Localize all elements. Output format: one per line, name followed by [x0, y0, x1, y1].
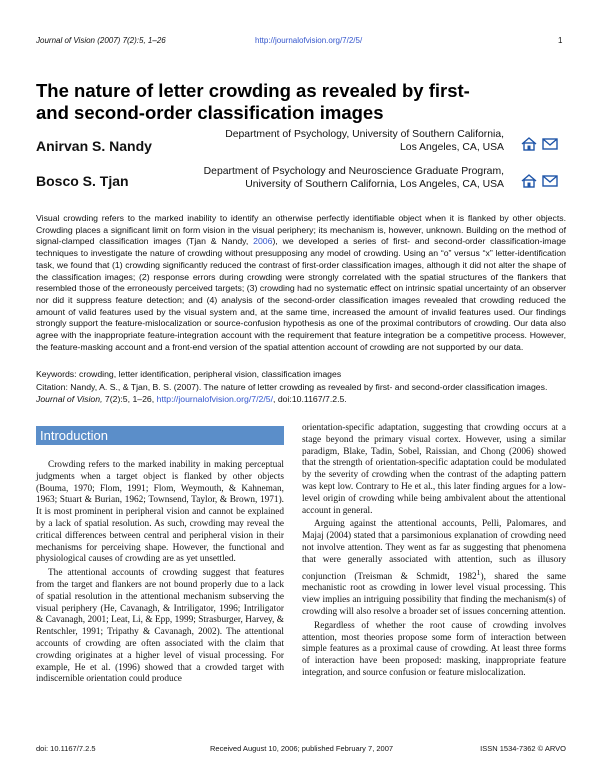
footer-doi: doi: 10.1167/7.2.5	[36, 744, 96, 753]
citation-link[interactable]: 1996	[219, 603, 238, 614]
footnote-marker[interactable]: 1	[476, 567, 481, 577]
text: Crowding refers to the marked inability in making perceptual judgments when a target object is flanked by other objects (Bouma,	[36, 460, 284, 494]
home-icon[interactable]	[521, 137, 537, 151]
author-1-icons	[521, 137, 558, 151]
article-title: The nature of letter crowding as revealed by first- and second-order classification images	[36, 80, 470, 123]
citation-link[interactable]: 1996	[118, 662, 137, 673]
page-number: 1	[558, 36, 563, 45]
abstract-citation-link[interactable]: 2006	[253, 236, 273, 247]
author-name-1: Anirvan S. Nandy	[36, 138, 152, 154]
text: ; Intriligator & Cavanagh,	[36, 603, 284, 626]
author-2-icons	[521, 174, 558, 188]
left-column	[36, 460, 284, 686]
citation-journal: Journal of Vision,	[36, 393, 103, 404]
affiliation-line: University of Southern California, Los Angeles, CA, USA	[245, 179, 504, 190]
author-affiliation-1	[144, 128, 504, 154]
text: ), shared the same mechanistic root as crowding in lower level visual processing. This view implies an intriguing possibility that finding the mechanism(s) of crowding will also resolve a broader set of issues concerning attention.	[302, 571, 566, 618]
citation-link[interactable]: 2006	[512, 446, 531, 457]
affiliation-line: Department of Psychology, University of Southern California,	[225, 129, 504, 140]
text: ) showed that a crowded target with indiscernible orientation could produce	[36, 662, 284, 685]
paragraph	[302, 423, 566, 517]
email-icon[interactable]	[542, 137, 558, 151]
author-name-2: Bosco S. Tjan	[36, 173, 129, 189]
citation-issue: (2):5, 1–26,	[109, 393, 157, 404]
paragraph	[36, 568, 284, 686]
text: ; Flom,	[92, 483, 128, 494]
abstract-text: Visual crowding refers to the marked inability to identify an otherwise perfectly identifiable object when it is flanked by other objects. Crowding places a significant limit on form vision in the visual periphery; its mechanism is, however, unknown. Building on the method of signal-clamped classification images (Tjan & Nandy,	[36, 213, 566, 247]
citation-link[interactable]: 2004	[329, 531, 349, 542]
paragraph	[302, 519, 566, 618]
text: ). It is most prominent in peripheral vision and cannot be explained by a lack of spatial resolution. As such, crowding may reveal the critical differences between central and peripheral vision in their mechanisms for perceiving shape. However, the functional and physiological causes of crowding are as yet unsettled.	[36, 495, 284, 565]
citation-link[interactable]: 1999	[174, 615, 194, 626]
abstract	[36, 213, 566, 353]
citation-link[interactable]: 1962	[124, 495, 144, 506]
affiliation-line: Los Angeles, CA, USA	[400, 142, 504, 153]
footer-received: Received August 10, 2006; published February 7, 2007	[210, 744, 394, 753]
text: ; Stuart & Burian,	[54, 495, 125, 506]
paragraph	[36, 460, 284, 566]
text: ; Strasburger, Harvey, & Rentschler,	[36, 615, 284, 638]
citation-link[interactable]: 1970	[73, 483, 93, 494]
author-affiliation-2	[144, 165, 504, 191]
text: orientation-specific adaptation, suggesting that crowding occurs at a stage beyond the primary visual cortex. However, using a similar paradigm, Blake, Tadin, Sobel, Raissian, and Chong (	[302, 423, 566, 457]
email-icon[interactable]	[542, 174, 558, 188]
text: ; Tripathy & Cavanagh,	[100, 627, 199, 638]
section-heading-introduction: Introduction	[36, 426, 284, 445]
right-column	[302, 423, 566, 680]
citation-link[interactable]: 2002	[198, 627, 217, 638]
footer-issn: ISSN 1534-7362 © ARVO	[480, 744, 566, 753]
text: ) showed that the strength of orientation-specific adaptation could be modulated by the severity of crowding when the contrast of the adapting pattern was kept low. Contrary to He et al., this later finding argues for a low-level origin of crowding while being ambivalent about the attentional account in general.	[302, 446, 566, 516]
keywords: Keywords: crowding, letter identification, peripheral vision, classification images	[36, 369, 342, 379]
citation-link[interactable]: 1963	[36, 495, 55, 506]
citation-prefix: Citation: Nandy, A. S., & Tjan, B. S. (2007). The nature of letter crowding as revealed by first- and second-order classification images.	[36, 382, 548, 392]
text: ; Flom, Weymouth, & Kahneman,	[145, 483, 284, 494]
citation-link[interactable]: 1991	[127, 483, 146, 494]
citation-url[interactable]: http://journalofvision.org/7/2/5/	[156, 393, 273, 404]
citation	[36, 382, 566, 405]
affiliation-line: Department of Psychology and Neuroscience Graduate Program,	[203, 166, 504, 177]
citation-link[interactable]: 1982	[458, 571, 477, 582]
text: Arguing against the attentional accounts, Pelli, Palomares, and Majaj (	[302, 519, 566, 542]
citation-volume: 7	[104, 393, 110, 404]
text: ; Leat, Li, & Epp,	[106, 615, 175, 626]
abstract-text: ), we developed a series of first- and second-order classification-image techniques to investigate the nature of crowding without presupposing any model of crowding. Using an “o” versus “x” letter-identification task, we found that (1) crowding significantly reduced the contrast of first-order classification images, although it did not alter the shape of the classification images; (2) response errors during crowding were strongly correlated with the spatial structures of the flankers that resembled those of the erroneously perceived targets; (3) crowding had no systematic effect on intrinsic spatial uncertainty of an observer nor did it suppress feature detection; and (4) analysis of the second-order classification images revealed that crowding reduced the amount of valid features used by the visual system and, at the same time, increased the amount of invalid features used. Our findings strongly support the feature-mislocalization or source-confusion hypothesis as one of the proximal contributors of crowding. Our data also agree with the inappropriate feature-integration account with the requirement that feature integration be a competitive process. However, the feature-masking account and a front-end version of the spatial attention account of crowding are not supported by our data.	[36, 236, 566, 352]
running-header-url[interactable]: http://journalofvision.org/7/2/5/	[255, 36, 363, 45]
home-icon[interactable]	[521, 174, 537, 188]
citation-link[interactable]: 2001	[87, 615, 107, 626]
text: The attentional accounts of crowding suggest that features from the target and flankers are not bound properly due to a lack of spatial resolution in the attentional mechanism subserving the visual periphery (He, Cavanagh, & Intriligator,	[36, 568, 284, 614]
text: ) stated that a parsimonious explanation of crowding need not involve attention. They went as far as suggesting that phenomena that were generally associated with attention, such as illusory conjunction (Treisman & Schmidt,	[302, 531, 566, 582]
text: ; Townsend, Taylor, & Brown,	[143, 495, 260, 506]
citation-link[interactable]: 1971	[259, 495, 279, 506]
paragraph: Regardless of whether the root cause of crowding involves attention, most theories propose some form of interaction between simple features as a proximal cause of crowding. At least three forms of interaction have been proposed: masking, inappropriate feature integration, and source confusion or feature mislocalization.	[302, 620, 566, 679]
text: ). The attentional accounts of crowding are often associated with the claim that crowding originates at a higher level of visual processing. For example, He et al. (	[36, 627, 284, 673]
citation-doi: , doi:10.1167/7.2.5.	[273, 393, 347, 404]
running-header-journal: Journal of Vision (2007) 7(2):5, 1–26	[36, 36, 166, 45]
citation-link[interactable]: 1991	[81, 627, 101, 638]
